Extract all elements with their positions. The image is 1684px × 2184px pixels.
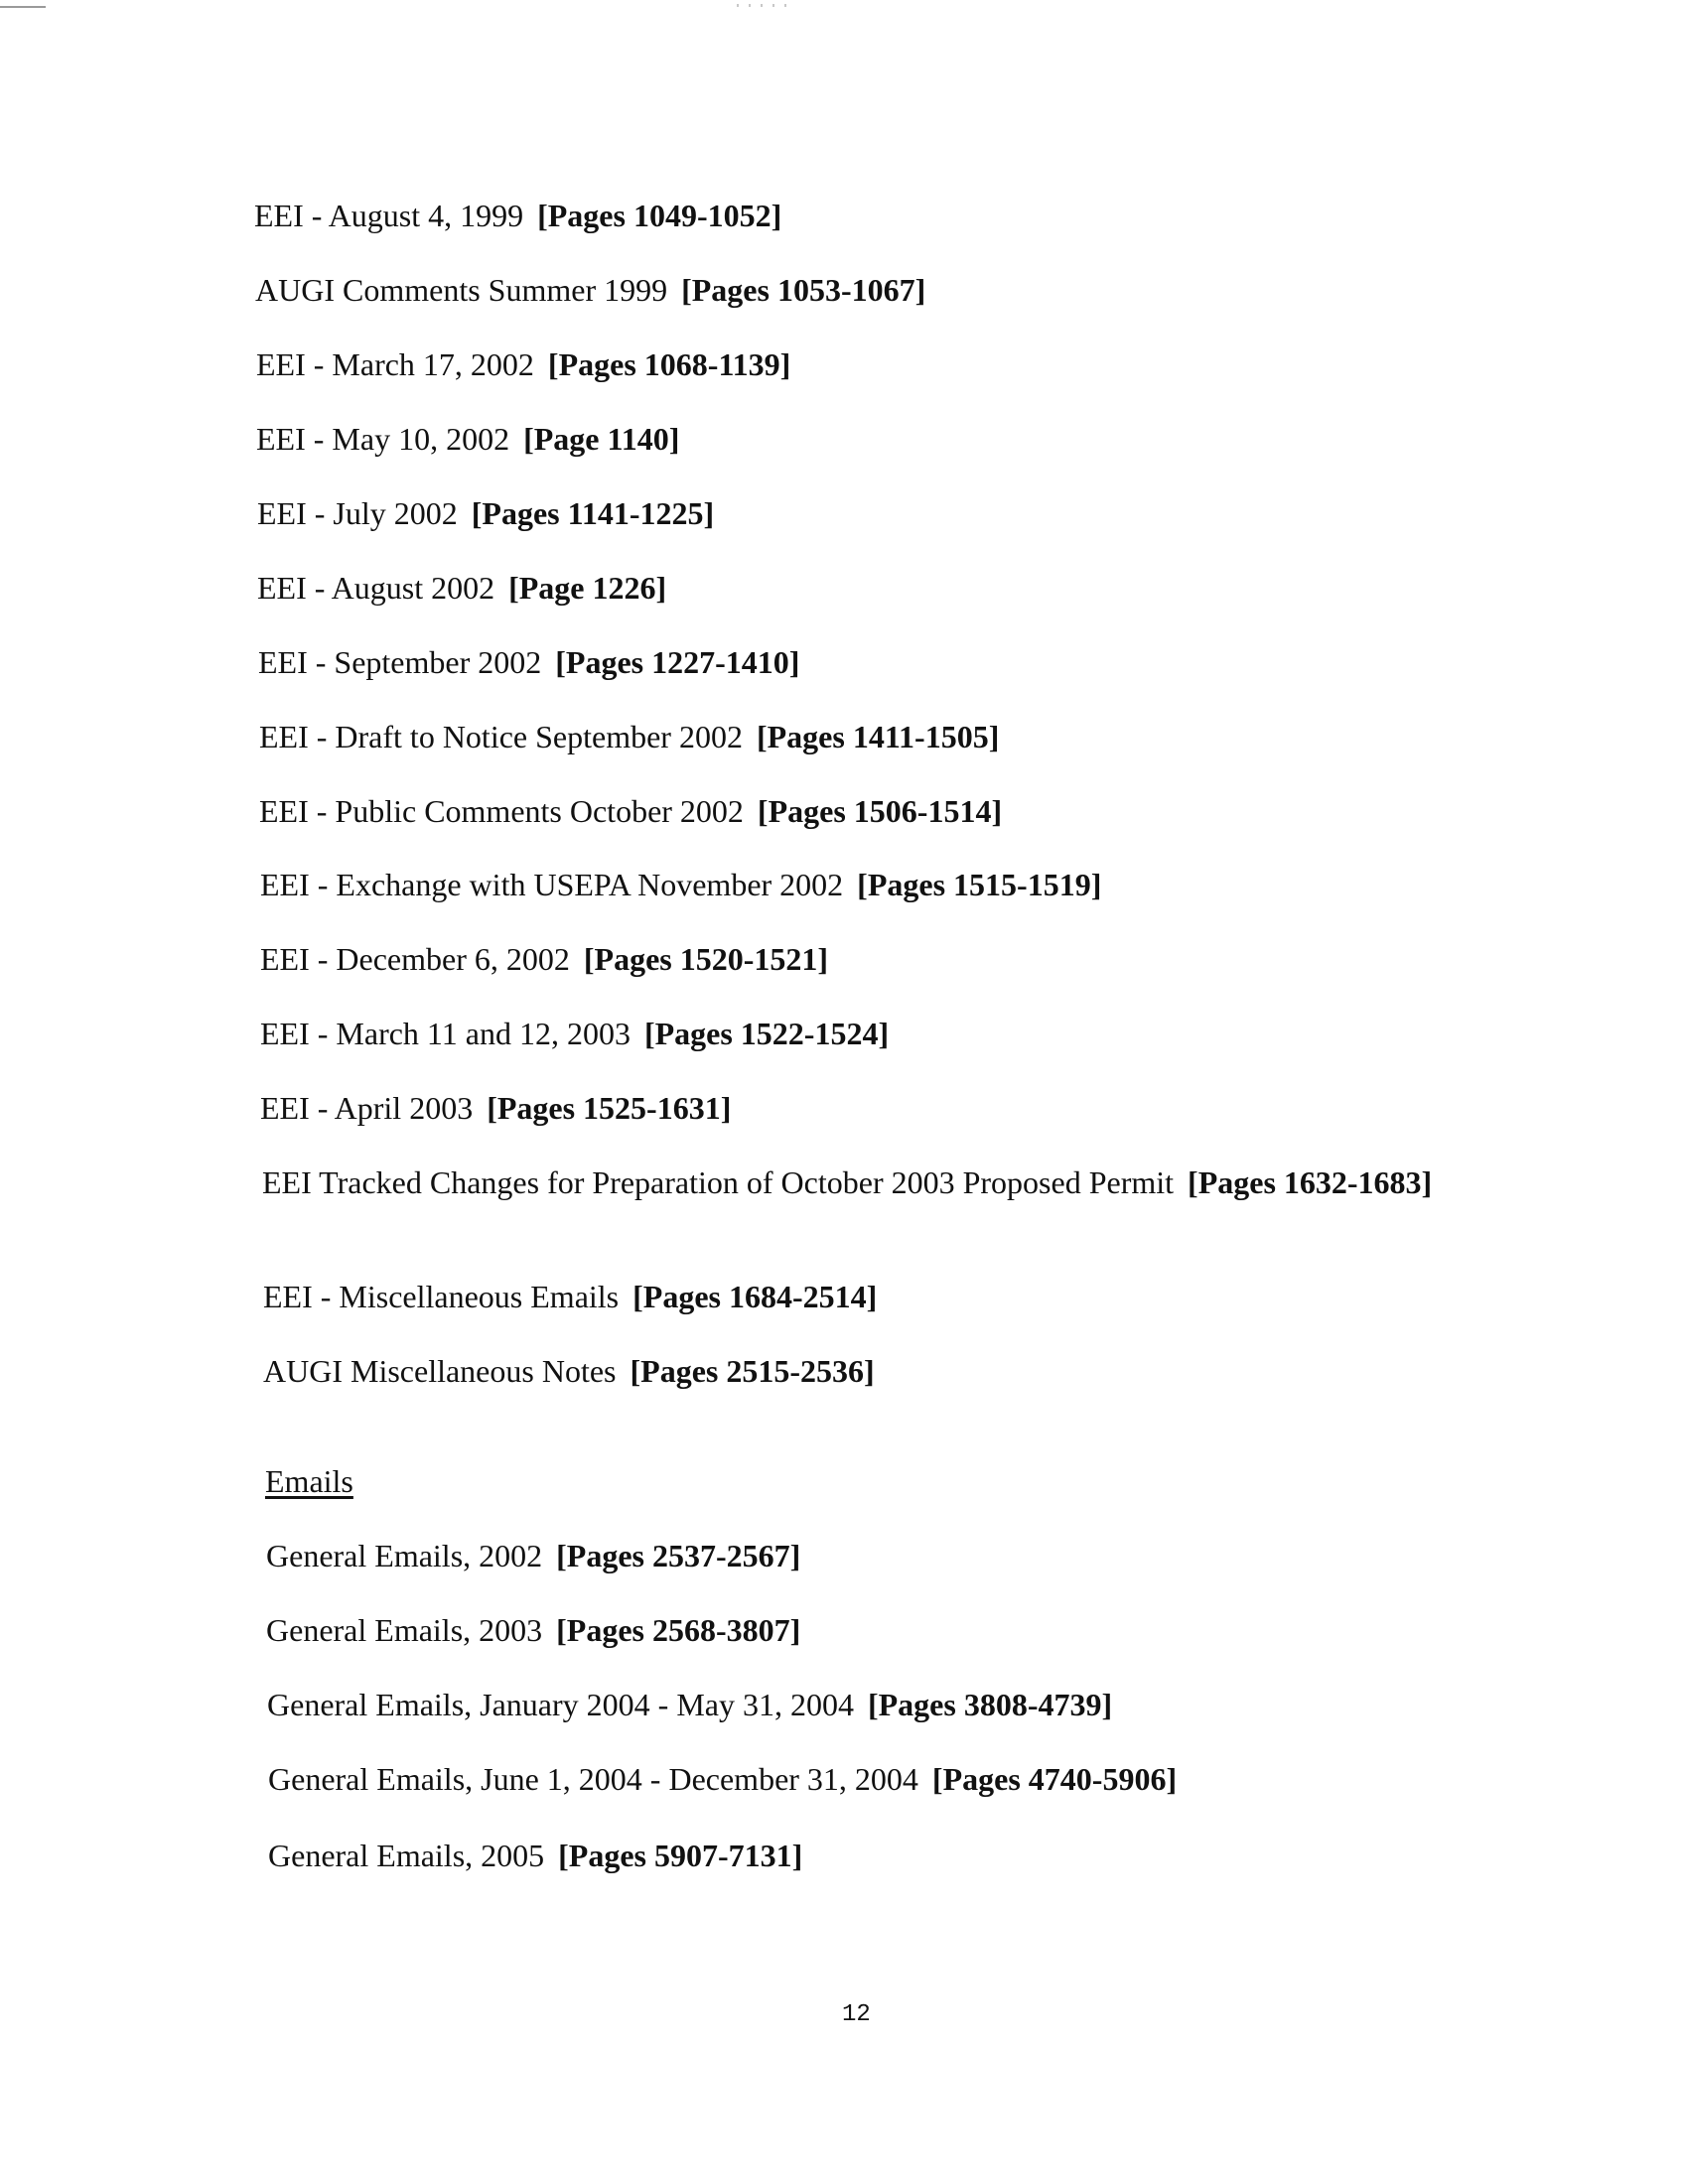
entry-pages: [Pages 1053-1067] [681,272,926,308]
entry-pages: [Pages 1684-2514] [632,1279,878,1314]
entry-pages: [Pages 1525-1631] [487,1090,732,1126]
entry-label: General Emails, 2003 [266,1612,543,1648]
list-item [256,420,679,458]
entry-pages: [Pages 1632-1683] [1188,1164,1433,1200]
list-item [263,1352,875,1390]
list-item [262,1163,1434,1201]
entry-label: EEI Tracked Changes for Preparation of October 2003 Proposed Permit [262,1164,1175,1200]
entry-pages: [Pages 1227-1410] [555,644,800,680]
entry-pages: [Pages 1411-1505] [756,719,1000,754]
entry-pages: [Pages 2515-2536] [630,1353,875,1389]
list-item [260,866,1101,903]
list-item [263,1278,877,1315]
entry-label: EEI - Draft to Notice September 2002 [259,719,743,754]
list-item [257,494,714,532]
entry-pages: [Pages 1506-1514] [757,793,1003,829]
entry-label: EEI - September 2002 [258,644,542,680]
list-item [254,197,781,234]
entry-label: AUGI Comments Summer 1999 [255,272,668,308]
list-item [255,271,925,309]
entry-label: EEI - Exchange with USEPA November 2002 [260,867,844,902]
list-item [266,1537,800,1574]
entry-label: General Emails, June 1, 2004 - December 31, 2004 [268,1761,918,1797]
list-item [260,1089,731,1127]
entry-label: EEI - March 11 and 12, 2003 [260,1016,631,1051]
list-item [266,1611,800,1649]
entry-label: EEI - April 2003 [260,1090,474,1126]
entry-pages: [Pages 4740-5906] [931,1761,1178,1797]
entry-pages: [Pages 1049-1052] [537,198,782,233]
list-item [258,643,799,681]
entry-label: EEI - Public Comments October 2002 [259,793,744,829]
list-item [259,792,1002,830]
entry-pages: [Pages 1141-1225] [471,495,715,531]
entry-pages: [Pages 3808-4739] [867,1687,1113,1722]
entry-label: EEI - August 4, 1999 [254,198,524,233]
entry-pages: [Pages 5907-7131] [558,1838,803,1873]
list-item [256,345,790,383]
entry-pages: [Pages 1520-1521] [583,941,829,977]
entry-label: General Emails, 2002 [266,1538,543,1573]
scan-specks [737,4,796,7]
list-item [260,940,828,978]
emails-heading: Emails [265,1463,353,1499]
entry-label: General Emails, 2005 [268,1838,545,1873]
list-item [268,1760,1177,1798]
entry-pages: [Page 1140] [523,421,680,457]
entry-label: EEI - March 17, 2002 [256,346,534,382]
entry-label: EEI - August 2002 [257,570,495,606]
list-item [268,1837,802,1874]
entry-pages: [Pages 2537-2567] [556,1538,801,1573]
entry-pages: [Pages 1522-1524] [643,1016,890,1051]
entry-pages: [Pages 2568-3807] [556,1612,801,1648]
entry-pages: [Pages 1515-1519] [857,867,1102,902]
entry-pages: [Pages 1068-1139] [547,346,791,382]
page-number: 12 [842,2001,871,2028]
entry-label: EEI - July 2002 [257,495,458,531]
scan-edge-mark [0,6,46,8]
entry-label: EEI - December 6, 2002 [260,941,570,977]
entry-label: EEI - May 10, 2002 [256,421,510,457]
list-item [267,1686,1112,1723]
entry-pages: [Page 1226] [508,570,667,606]
list-item [260,1015,889,1052]
entry-label: EEI - Miscellaneous Emails [263,1279,620,1314]
list-item [257,569,666,607]
entry-label: AUGI Miscellaneous Notes [263,1353,617,1389]
entry-label: General Emails, January 2004 - May 31, 2004 [267,1687,854,1722]
list-item [259,718,999,755]
